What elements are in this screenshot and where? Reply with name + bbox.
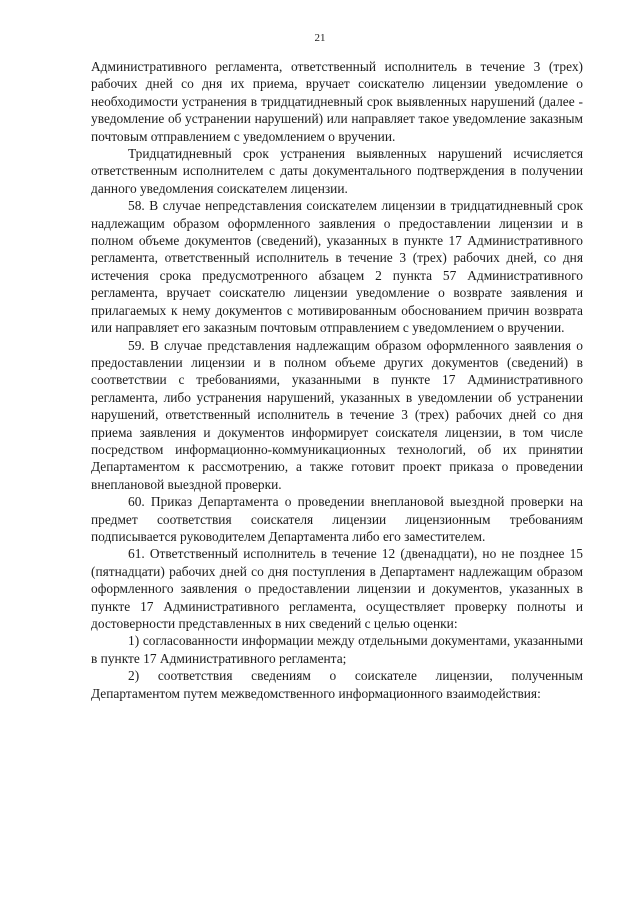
paragraph-deadline: Тридцатидневный срок устранения выявленных нарушений исчисляется ответственным исполнителем с даты документального подтверждения в получении данного уведомления соискателем лицензии. — [91, 146, 583, 196]
page-number: 21 — [314, 32, 326, 44]
list-item-2: 2) соответствия сведениям о соискателе лицензии, полученным Департаментом путем межведомственного информационного взаимодействия: — [91, 668, 583, 701]
paragraph-59: 59. В случае представления надлежащим образом оформленного заявления о предоставлении лицензии и в полном объеме других документов (сведений) в соответствии с требованиями, указанными в пункте 17 Административного регламента, либо устранения нарушений, указанных в уведомлении об устранении нарушений, ответственный исполнитель в течение 3 (трех) рабочих дней со дня приема заявления и документов информирует соискателя лицензии, в том числе посредством информационно-коммуникационных технологий, об их принятии Департаментом к рассмотрению, а также готовит проект приказа о проведении внеплановой выездной проверки. — [91, 337, 583, 492]
list-item-1: 1) согласованности информации между отдельными документами, указанными в пункте 17 Административного регламента; — [91, 633, 583, 666]
paragraph-58: 58. В случае непредставления соискателем лицензии в тридцатидневный срок надлежащим образом оформленного заявления о предоставлении лицензии и в полном объеме документов (сведений), указанных в пункте 17 Административного регламента, ответственный исполнитель в течение 3 (трех) рабочих дней, со дня истечения срока предусмотренного абзацем 2 пункта 57 Административного регламента, вручает соискателю лицензии уведомление о возврате заявления и прилагаемых к нему документов с мотивированным обоснованием причин возврата или направляет его заказным почтовым отправлением с уведомлением о вручении. — [91, 198, 583, 336]
paragraph-61: 61. Ответственный исполнитель в течение 12 (двенадцати), но не позднее 15 (пятнадцати) рабочих дней со дня поступления в Департамент надлежащим образом оформленного заявления о предоставлении лицензии и документов, указанных в пункте 17 Административного регламента, осуществляет проверку полноты и достоверности представленных в них сведений с целью оценки: — [91, 546, 583, 631]
document-body — [91, 58, 583, 702]
paragraph-continuation: Административного регламента, ответственный исполнитель в течение 3 (трех) рабочих дней со дня их приема, вручает соискателю лицензии уведомление о необходимости устранения в тридцатидневный срок выявленных нарушений (далее - уведомление об устранении нарушений) или направляет такое уведомление заказным почтовым отправлением с уведомлением о вручении. — [91, 59, 583, 144]
paragraph-60: 60. Приказ Департамента о проведении внеплановой выездной проверки на предмет соответствия соискателя лицензии лицензионным требованиям подписывается руководителем Департамента либо его заместителем. — [91, 494, 583, 544]
